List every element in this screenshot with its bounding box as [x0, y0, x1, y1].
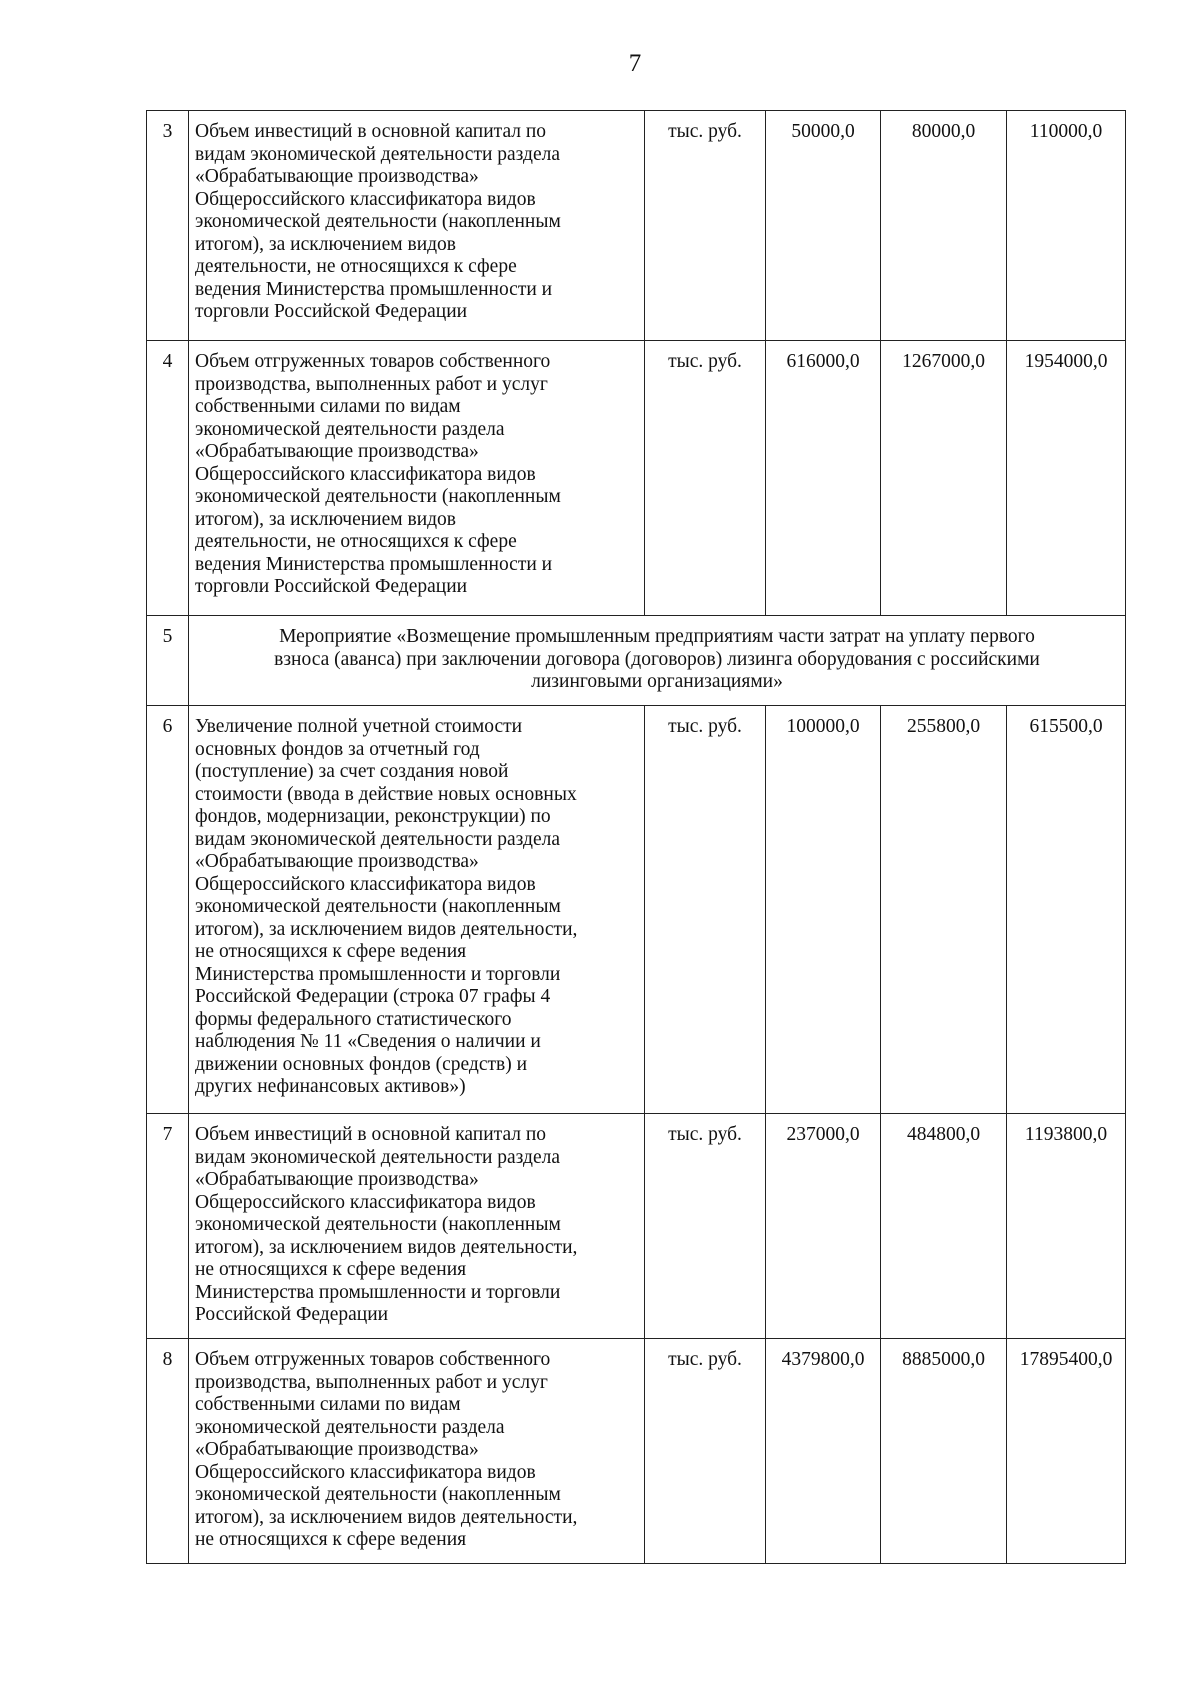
value-year-3: 110000,0 [1007, 111, 1126, 341]
value-year-1: 100000,0 [766, 706, 881, 1114]
heading-line: лизинговыми организациями» [531, 671, 783, 692]
description-line: итогом), за исключением видов деятельности, [195, 1506, 578, 1528]
description-line: экономической деятельности (накопленным [195, 896, 561, 917]
description-line: не относящихся к сфере ведения [195, 1259, 467, 1280]
description-line: Объем отгруженных товаров собственного [195, 1349, 551, 1370]
row-number: 8 [147, 1339, 189, 1564]
unit-cell: тыс. руб. [645, 706, 766, 1114]
description-line: Общероссийского классификатора видов [195, 873, 536, 895]
description-line: Российской Федерации (строка 07 графы 4 [195, 986, 551, 1007]
description-line: итогом), за исключением видов [195, 508, 457, 530]
description-line: Объем инвестиций в основной капитал по [195, 121, 547, 142]
description-line: формы федерального статистического [195, 1008, 512, 1030]
value-year-1: 237000,0 [766, 1114, 881, 1339]
description-line: Объем отгруженных товаров собственного [195, 351, 551, 372]
value-year-2: 80000,0 [881, 111, 1007, 341]
description-line: торговли Российской Федерации [195, 576, 468, 597]
unit-cell: тыс. руб. [645, 111, 766, 341]
description-line: производства, выполненных работ и услуг [195, 373, 548, 395]
value-year-1: 616000,0 [766, 341, 881, 616]
unit-cell: тыс. руб. [645, 1339, 766, 1564]
value-year-2: 255800,0 [881, 706, 1007, 1114]
value-year-2: 1267000,0 [881, 341, 1007, 616]
value-year-1: 4379800,0 [766, 1339, 881, 1564]
value-year-1: 50000,0 [766, 111, 881, 341]
description-line: итогом), за исключением видов [195, 233, 457, 255]
value-year-3: 615500,0 [1007, 706, 1126, 1114]
value-year-3: 17895400,0 [1007, 1339, 1126, 1564]
indicator-description [189, 111, 645, 341]
description-line: Увеличение полной учетной стоимости [195, 716, 523, 737]
description-line: основных фондов за отчетный год [195, 738, 480, 760]
activity-heading [189, 616, 1126, 706]
description-line: Общероссийского классификатора видов [195, 1191, 536, 1213]
heading-line: Мероприятие «Возмещение промышленным предприятиям части затрат на уплату первого [279, 626, 1035, 647]
description-line: торговли Российской Федерации [195, 301, 468, 322]
table-row [147, 706, 1126, 1114]
description-line: итогом), за исключением видов деятельности, [195, 918, 578, 940]
table-row [147, 111, 1126, 341]
indicator-description [189, 341, 645, 616]
row-number: 5 [147, 616, 189, 706]
description-line: (поступление) за счет создания новой [195, 761, 509, 782]
table-row [147, 1339, 1126, 1564]
description-line: экономической деятельности (накопленным [195, 211, 561, 232]
description-line: экономической деятельности (накопленным [195, 1484, 561, 1505]
heading-line: взноса (аванса) при заключении договора (договоров) лизинга оборудования с российскими [274, 648, 1040, 670]
value-year-3: 1193800,0 [1007, 1114, 1126, 1339]
description-line: производства, выполненных работ и услуг [195, 1371, 548, 1393]
description-line: Общероссийского классификатора видов [195, 188, 536, 210]
description-line: собственными силами по видам [195, 1394, 461, 1415]
description-line: ведения Министерства промышленности и [195, 278, 553, 300]
description-line: движении основных фондов (средств) и [195, 1053, 528, 1075]
description-line: стоимости (ввода в действие новых основных [195, 783, 577, 805]
description-line: ведения Министерства промышленности и [195, 553, 553, 575]
description-line: видам экономической деятельности раздела [195, 828, 560, 850]
description-line: «Обрабатывающие производства» [195, 166, 479, 187]
row-number: 4 [147, 341, 189, 616]
value-year-3: 1954000,0 [1007, 341, 1126, 616]
row-number: 3 [147, 111, 189, 341]
description-line: видам экономической деятельности раздела [195, 1146, 560, 1168]
row-number: 6 [147, 706, 189, 1114]
description-line: итогом), за исключением видов деятельности, [195, 1236, 578, 1258]
table-row [147, 1114, 1126, 1339]
description-line: экономической деятельности раздела [195, 418, 505, 440]
description-line: не относящихся к сфере ведения [195, 1529, 467, 1550]
description-line: деятельности, не относящихся к сфере [195, 256, 517, 277]
page-number: 7 [628, 50, 642, 77]
unit-cell: тыс. руб. [645, 1114, 766, 1339]
description-line: деятельности, не относящихся к сфере [195, 531, 517, 552]
row-number: 7 [147, 1114, 189, 1339]
description-line: видам экономической деятельности раздела [195, 143, 560, 165]
indicator-description [189, 1114, 645, 1339]
description-line: Объем инвестиций в основной капитал по [195, 1124, 547, 1145]
table-row [147, 616, 1126, 706]
description-line: «Обрабатывающие производства» [195, 851, 479, 872]
indicator-description [189, 706, 645, 1114]
indicator-description [189, 1339, 645, 1564]
description-line: Министерства промышленности и торговли [195, 963, 561, 985]
description-line: экономической деятельности (накопленным [195, 1214, 561, 1235]
value-year-2: 484800,0 [881, 1114, 1007, 1339]
description-line: экономической деятельности (накопленным [195, 486, 561, 507]
description-line: Министерства промышленности и торговли [195, 1281, 561, 1303]
unit-cell: тыс. руб. [645, 341, 766, 616]
description-line: Общероссийского классификатора видов [195, 463, 536, 485]
description-line: «Обрабатывающие производства» [195, 1169, 479, 1190]
description-line: Российской Федерации [195, 1304, 389, 1325]
description-line: других нефинансовых активов») [195, 1076, 466, 1097]
table-row [147, 341, 1126, 616]
indicators-table [146, 110, 1126, 1564]
description-line: собственными силами по видам [195, 396, 461, 417]
description-line: «Обрабатывающие производства» [195, 1439, 479, 1460]
description-line: Общероссийского классификатора видов [195, 1461, 536, 1483]
description-line: «Обрабатывающие производства» [195, 441, 479, 462]
description-line: экономической деятельности раздела [195, 1416, 505, 1438]
description-line: наблюдения № 11 «Сведения о наличии и [195, 1031, 541, 1052]
description-line: не относящихся к сфере ведения [195, 941, 467, 962]
value-year-2: 8885000,0 [881, 1339, 1007, 1564]
description-line: фондов, модернизации, реконструкции) по [195, 806, 551, 827]
